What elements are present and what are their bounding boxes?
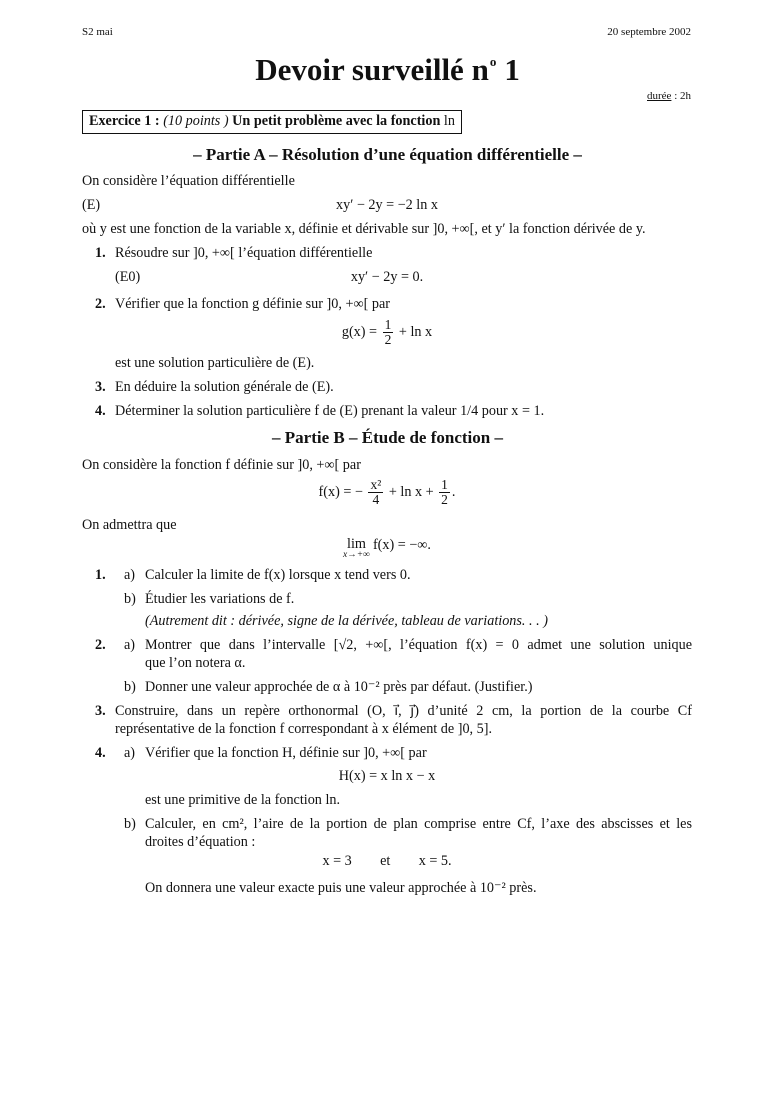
b-q1-a-label: a)	[124, 567, 136, 583]
b-frac1-num: x²	[370, 477, 382, 492]
exercise-subject: Un petit problème avec la fonction	[232, 113, 441, 129]
a-q2-frac-num: 1	[384, 317, 392, 332]
duration-label: durée	[647, 90, 672, 102]
header-class: S2 mai	[82, 26, 113, 38]
exercise-points: (10 points )	[163, 113, 229, 129]
b-q4-a-text: Vérifier que la fonction H, définie sur ]0, +∞[ par	[145, 745, 427, 761]
b-frac2-den: 2	[441, 492, 448, 508]
a-q1-number: 1.	[95, 245, 106, 261]
b-q1-a-text: Calculer la limite de f(x) lorsque x tend vers 0.	[145, 567, 411, 583]
part-a-equation: xy′ − 2y = −2 ln x	[336, 197, 438, 213]
exercise-label: Exercice 1 :	[89, 113, 160, 129]
a-q2-after: est une solution particulière de (E).	[115, 355, 315, 371]
b-q2-a-line2: que l’on notera α.	[145, 655, 246, 671]
b-q3-line2: représentative de la fonction f correspondant à x élément de ]0, 5].	[115, 721, 492, 737]
b-q1-number: 1.	[95, 567, 106, 583]
b-q2-number: 2.	[95, 637, 106, 653]
b-eq-lhs: f(x) = −	[318, 483, 363, 500]
b-frac1-den: 4	[372, 492, 380, 508]
a-q1-text: Résoudre sur ]0, +∞[ l’équation différentielle	[115, 245, 373, 261]
b-q4-b-line2: droites d’équation :	[145, 834, 256, 850]
b-q3-number: 3.	[95, 703, 106, 719]
b-q4-b-line1: Calculer, en cm², l’aire de la portion de plan comprise entre Cf, l’axe des abscisses et les	[145, 816, 692, 832]
a-q2-fraction	[383, 318, 394, 347]
limit-word: lim	[347, 536, 366, 552]
b-q2-b-label: b)	[124, 679, 136, 695]
b-fraction-2	[439, 478, 450, 507]
b-eq-end: .	[451, 483, 456, 500]
a-q2-eq-lhs: g(x) =	[341, 323, 378, 340]
b-q2-a-line1: Montrer que dans l’intervalle [√2, +∞[, l’équation f(x) = 0 admet une solution unique	[145, 637, 692, 653]
b-q2-b-text: Donner une valeur approchée de α à 10⁻² près par défaut. (Justifier.)	[145, 679, 533, 695]
b-q1-b-text: Étudier les variations de f.	[145, 591, 295, 607]
title-number: 1	[504, 52, 520, 87]
b-q4-a-equation: H(x) = x ln x − x	[338, 768, 436, 784]
part-b-heading: – Partie B – Étude de fonction –	[272, 428, 503, 447]
a-q2-number: 2.	[95, 296, 106, 312]
a-q2-text: Vérifier que la fonction g définie sur ]0, +∞[ par	[115, 296, 390, 312]
b-q4-a-label: a)	[124, 745, 136, 761]
limit-sub: x→+∞	[343, 550, 370, 561]
exercise-fn: ln	[443, 113, 455, 129]
a-q3-number: 3.	[95, 379, 106, 395]
part-b-admit: On admettra que	[82, 517, 177, 533]
b-q4-number: 4.	[95, 745, 106, 761]
b-q4-a-after: est une primitive de la fonction ln.	[145, 792, 341, 808]
b-q4-b-label: b)	[124, 816, 136, 832]
header-date: 20 septembre 2002	[607, 26, 691, 38]
a-q2-eq-rhs: + ln x	[398, 323, 433, 340]
part-a-eq-label: (E)	[82, 197, 101, 213]
part-b-intro: On considère la fonction f définie sur ]0, +∞[ par	[82, 457, 361, 473]
part-a-intro: On considère l’équation différentielle	[82, 173, 295, 189]
b-q2-a-label: a)	[124, 637, 136, 653]
b-q4-b-equation: x = 3 et x = 5.	[322, 853, 452, 869]
limit-operator	[343, 537, 370, 561]
duration	[647, 90, 691, 102]
b-q4-b-after: On donnera une valeur exacte puis une valeur approchée à 10⁻² près.	[145, 880, 537, 896]
title-text: Devoir surveillé n	[255, 52, 489, 87]
a-q1-equation: xy′ − 2y = 0.	[350, 269, 424, 285]
exercise-box	[82, 110, 462, 134]
title-sup: o	[489, 54, 497, 69]
a-q2-frac-den: 2	[384, 332, 392, 348]
part-a-heading: – Partie A – Résolution d’une équation différentielle –	[193, 145, 582, 164]
a-q3-text: En déduire la solution générale de (E).	[115, 379, 334, 395]
b-fraction-1	[368, 478, 383, 507]
a-q4-number: 4.	[95, 403, 106, 419]
duration-value: : 2h	[671, 90, 691, 102]
limit-rest: f(x) = −∞.	[372, 537, 431, 553]
b-q1-note: (Autrement dit : dérivée, signe de la dérivée, tableau de variations. . . )	[145, 613, 548, 629]
b-frac2-num: 1	[441, 477, 448, 492]
a-q2-equation	[82, 318, 692, 347]
part-a-description: où y est une fonction de la variable x, définie et dérivable sur ]0, +∞[, et y′ la fonction dérivée de y.	[82, 221, 646, 237]
part-b-limit	[82, 537, 692, 561]
page-title	[0, 52, 775, 88]
b-q3-line1: Construire, dans un repère orthonormal (O, ı⃗, ȷ⃗) d’unité 2 cm, la portion de la courbe Cf	[115, 703, 692, 719]
b-eq-mid: + ln x +	[388, 483, 434, 500]
a-q4-text: Déterminer la solution particulière f de (E) prenant la valeur 1/4 pour x = 1.	[115, 403, 545, 419]
part-b-equation	[82, 478, 692, 507]
b-q1-b-label: b)	[124, 591, 136, 607]
a-q1-eq-label: (E0)	[115, 269, 141, 285]
